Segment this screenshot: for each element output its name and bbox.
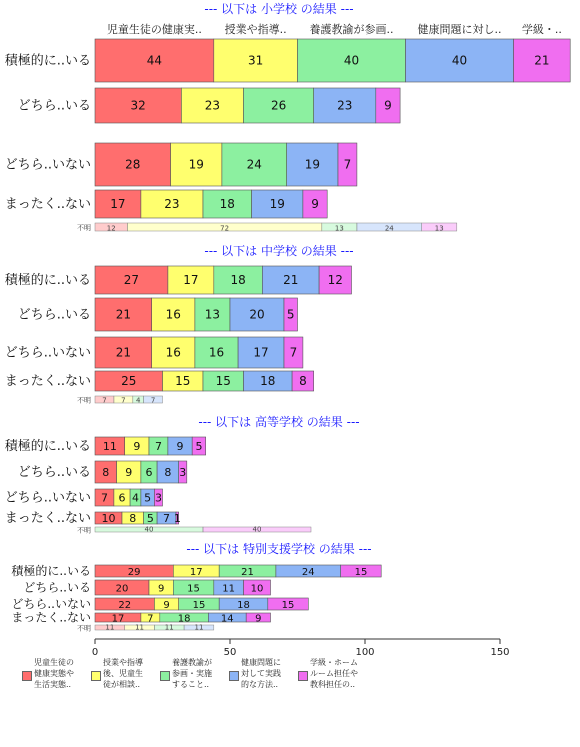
data-label: 24 xyxy=(246,157,262,172)
legend-label-line: 徒が相談.. xyxy=(103,680,141,689)
data-label: 15 xyxy=(175,374,191,388)
data-label: 21 xyxy=(241,567,254,578)
data-label: 17 xyxy=(110,197,126,211)
top-header-label: 児童生徒の健康実.. xyxy=(106,23,202,36)
legend-label-line: 健康問題に xyxy=(241,658,281,667)
data-label: 15 xyxy=(187,583,200,595)
row-label: どちら..いない xyxy=(4,490,91,506)
legend-label-line: 児童生徒の xyxy=(34,658,74,667)
legend-swatch xyxy=(22,671,32,681)
row-label: どちら..いない xyxy=(4,345,91,361)
legend-label-line: 参画・実施 xyxy=(172,669,212,678)
data-label: 11 xyxy=(102,440,117,453)
data-label: 17 xyxy=(183,273,199,287)
legend-label-line: 学級・ホーム xyxy=(310,658,358,667)
data-label: 20 xyxy=(115,583,129,595)
data-label: 6 xyxy=(118,491,126,505)
unknown-data-label: 11 xyxy=(164,623,174,632)
data-label: 20 xyxy=(249,307,265,322)
data-label: 24 xyxy=(301,567,315,578)
chart-legend xyxy=(22,657,542,727)
row-label: まったく..ない xyxy=(4,197,91,212)
legend-label-line: 的な方法.. xyxy=(241,680,279,689)
data-label: 9 xyxy=(384,98,392,113)
row-label: どちら..いない xyxy=(4,157,91,173)
legend-item xyxy=(298,657,398,717)
unknown-data-label: 13 xyxy=(334,224,344,233)
legend-label-line: 生活実態.. xyxy=(34,680,72,689)
data-label: 8 xyxy=(299,374,307,388)
row-label: どちら..いる xyxy=(17,465,91,480)
data-label: 32 xyxy=(130,98,146,113)
data-label: 23 xyxy=(164,197,180,211)
legend-swatch xyxy=(91,671,101,681)
data-label: 31 xyxy=(248,53,264,68)
data-label: 7 xyxy=(163,512,171,525)
data-label: 5 xyxy=(146,512,154,525)
panel-title: --- 以下は 高等学校 の結果 --- xyxy=(198,415,360,429)
data-label: 8 xyxy=(129,512,137,525)
unknown-data-label: 40 xyxy=(144,525,154,534)
row-label-unknown: 不明 xyxy=(77,526,91,535)
top-header-label: 学級・.. xyxy=(521,23,562,36)
panel-title: --- 以下は 特別支援学校 の結果 --- xyxy=(186,542,372,556)
data-label: 27 xyxy=(123,273,140,287)
data-label: 5 xyxy=(195,440,203,453)
unknown-data-label: 11 xyxy=(135,623,145,632)
x-axis-tick-label: 50 xyxy=(223,647,237,658)
data-label: 18 xyxy=(177,613,191,625)
data-label: 9 xyxy=(157,583,165,595)
unknown-data-label: 7 xyxy=(150,396,156,405)
data-label: 40 xyxy=(451,53,468,68)
legend-swatch xyxy=(160,671,170,681)
unknown-data-label: 7 xyxy=(121,396,126,405)
data-label: 28 xyxy=(125,157,141,172)
data-label: 22 xyxy=(118,600,132,611)
data-label: 18 xyxy=(219,197,235,211)
row-label: 積極的に..いる xyxy=(4,53,91,69)
data-label: 40 xyxy=(343,53,360,68)
x-axis-tick-label: 0 xyxy=(91,647,99,658)
unknown-data-label: 7 xyxy=(102,396,107,405)
data-label: 17 xyxy=(111,613,125,625)
row-label: 積極的に..いる xyxy=(4,439,91,454)
data-label: 16 xyxy=(208,345,225,360)
panel-title: --- 以下は 中学校 の結果 --- xyxy=(204,244,354,258)
legend-label-line: 後、児童生 xyxy=(103,669,143,678)
data-label: 25 xyxy=(121,374,137,388)
data-label: 10 xyxy=(101,512,116,525)
legend-label-line: すること.. xyxy=(172,680,210,689)
data-label: 21 xyxy=(283,273,299,287)
data-label: 7 xyxy=(147,613,154,625)
row-label: どちら..いる xyxy=(23,580,91,595)
data-label: 15 xyxy=(281,600,295,611)
data-label: 21 xyxy=(115,307,131,322)
unknown-data-label: 24 xyxy=(384,224,394,233)
data-label: 23 xyxy=(337,98,353,113)
data-label: 8 xyxy=(102,466,110,479)
row-label: どちら..いない xyxy=(11,597,91,611)
legend-label-line: 養護教諭が xyxy=(172,658,212,667)
unknown-data-label: 40 xyxy=(252,525,262,534)
row-label-unknown: 不明 xyxy=(77,224,91,232)
unknown-data-label: 13 xyxy=(434,224,444,233)
data-label: 17 xyxy=(253,345,269,360)
unknown-data-label: 11 xyxy=(194,623,204,632)
data-label: 3 xyxy=(179,466,187,479)
legend-label-line: 教科担任の.. xyxy=(310,680,356,689)
data-label: 21 xyxy=(534,53,550,68)
row-label: 積極的に..いる xyxy=(4,273,91,288)
row-label: どちら..いる xyxy=(17,307,91,323)
data-label: 44 xyxy=(146,53,163,68)
data-label: 9 xyxy=(125,466,133,479)
data-label: 9 xyxy=(133,440,141,453)
data-label: 16 xyxy=(165,307,181,322)
data-label: 23 xyxy=(204,98,221,113)
legend-swatch xyxy=(298,671,308,681)
data-label: 15 xyxy=(354,567,368,578)
data-label: 21 xyxy=(115,345,131,360)
data-label: 5 xyxy=(286,307,295,322)
row-label: まったく..ない xyxy=(11,610,91,625)
data-label: 29 xyxy=(127,567,141,578)
data-label: 7 xyxy=(343,157,352,172)
data-label: 15 xyxy=(215,374,231,388)
data-label: 13 xyxy=(204,307,221,322)
row-label-unknown: 不明 xyxy=(77,624,91,633)
top-header-label: 健康問題に対し.. xyxy=(417,23,502,36)
data-label: 18 xyxy=(230,273,246,287)
row-label: 積極的に..いる xyxy=(11,564,91,578)
data-label: 9 xyxy=(311,197,319,211)
unknown-data-label: 4 xyxy=(135,396,141,405)
data-label: 10 xyxy=(250,583,264,595)
data-label: 5 xyxy=(144,491,152,505)
data-label: 16 xyxy=(165,345,181,360)
data-label: 3 xyxy=(154,491,162,505)
panel-title: --- 以下は 小学校 の結果 --- xyxy=(204,2,354,16)
data-label: 8 xyxy=(164,466,172,479)
legend-label-line: 対して実践 xyxy=(241,669,281,678)
data-label: 12 xyxy=(327,273,343,287)
x-axis-tick-label: 100 xyxy=(355,647,375,658)
data-label: 18 xyxy=(237,600,250,611)
x-axis-tick-label: 150 xyxy=(490,647,510,658)
data-label: 19 xyxy=(304,157,320,172)
row-label: まったく..ない xyxy=(4,511,91,526)
data-label: 15 xyxy=(192,600,206,611)
data-label: 18 xyxy=(260,374,276,388)
data-label: 19 xyxy=(269,197,285,211)
unknown-data-label: 11 xyxy=(105,623,115,632)
legend-label-line: 健康実態や xyxy=(34,669,74,678)
data-label: 11 xyxy=(222,583,236,595)
row-label-unknown: 不明 xyxy=(77,396,91,405)
data-label: 17 xyxy=(189,567,203,578)
data-label: 7 xyxy=(100,491,108,505)
data-label: 4 xyxy=(132,491,139,505)
row-label: どちら..いる xyxy=(17,98,91,114)
data-label: 9 xyxy=(255,613,262,625)
data-label: 9 xyxy=(163,600,170,611)
top-header-label: 授業や指導.. xyxy=(224,23,287,36)
legend-label-line: ルーム担任や xyxy=(310,669,358,678)
data-label: 6 xyxy=(145,466,153,479)
legend-label-line: 授業や指導 xyxy=(103,658,143,667)
legend-swatch xyxy=(229,671,239,681)
row-label: まったく..ない xyxy=(4,374,91,389)
unknown-data-label: 72 xyxy=(220,224,230,233)
top-header-label: 養護教諭が参画.. xyxy=(309,23,394,36)
data-label: 19 xyxy=(188,157,204,172)
data-label: 7 xyxy=(154,440,162,453)
data-label: 9 xyxy=(176,440,184,453)
data-label: 1 xyxy=(173,512,181,525)
unknown-data-label: 12 xyxy=(106,224,116,233)
data-label: 26 xyxy=(270,98,287,113)
data-label: 7 xyxy=(289,345,298,360)
data-label: 14 xyxy=(220,613,234,625)
legend-label xyxy=(310,657,376,690)
